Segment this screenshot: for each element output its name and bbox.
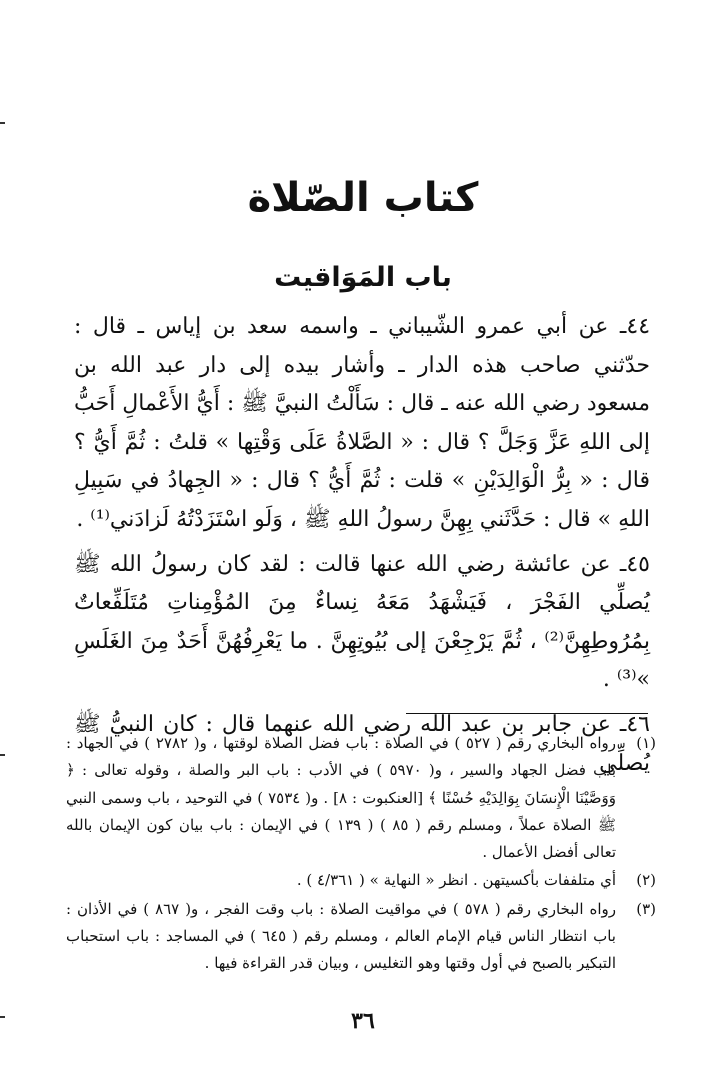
footnote-number: (٣)	[636, 899, 656, 918]
hadith-text: عن عائشة رضي الله عنها قالت : لقد كان رسولُ الله ﷺ يُصلِّي الفَجْرَ ، فَيَشْهَدُ مَعَهُ نِساءٌ مِنَ المُؤْمِناتِ مُتَلَفِّعاتٌ بِمُرُوطِهِنَّ⁽²⁾ ، ثُمَّ يَرْجِعْنَ إلى بُيُوتِهِنَّ . ما يَعْرِفُهُنَّ أَحَدٌ مِنَ الغَلَسِ »⁽³⁾ .	[74, 551, 650, 693]
footnote-text: أي متلففات بأكسيتهن . انظر « النهاية » ( ٤/٣٦١ ) .	[296, 871, 616, 890]
hadith-number: ٤٤ـ	[619, 314, 651, 339]
hadith-paragraph	[74, 308, 650, 540]
footnote-item	[66, 896, 656, 978]
page-number: ٣٦	[351, 1008, 375, 1034]
footnote-text: رواه البخاري رقم ( ٥٧٨ ) في مواقيت الصلاة : باب وقت الفجر ، و( ٨٦٧ ) في الأذان : باب انتظار الناس قيام الإمام العالم ، ومسلم رقم ( ٦٤٥ ) في المساجد : باب استحباب التبكير بالصبح في أول وقتها وهو التغليس ، وبيان قدر القراءة فيها .	[66, 899, 616, 973]
footnote-item	[66, 730, 656, 866]
footnote-item	[66, 867, 656, 894]
hadith-paragraph	[74, 546, 650, 700]
hadith-text-block	[74, 308, 650, 783]
chapter-title: باب المَوَاقيت	[274, 262, 452, 293]
hadith-text: عن أبي عمرو الشّيباني ـ واسمه سعد بن إياس ـ قال : حدّثني صاحب هذه الدار ـ وأشار بيده إلى دار عبد الله بن مسعود رضي الله عنه ـ قال : سَأَلْتُ النبيَّ ﷺ : أَيُّ الأَعْمالِ أَحَبُّ إلى اللهِ عَزَّ وَجَلَّ ؟ قال : « الصَّلاةُ عَلَى وَقْتِها » قلتُ : ثُمَّ أَيُّ ؟ قال : « بِرُّ الْوَالِدَيْنِ » قلت : ثُمَّ أَيُّ ؟ قال : « الجِهادُ في سَبِيلِ اللهِ » قال : حَدَّثَني بِهِنَّ رسولُ اللهِ ﷺ ، وَلَو اسْتَزَدْتُهُ لَزادَني⁽¹⁾ .	[74, 314, 650, 532]
hadith-number: ٤٥ـ	[619, 551, 650, 577]
footnote-divider	[406, 713, 648, 714]
scan-edge-mark	[0, 122, 5, 124]
scan-edge-mark	[0, 754, 5, 756]
footnote-text: رواه البخاري رقم ( ٥٢٧ ) في الصلاة : باب فضل الصلاة لوقتها ، و( ٢٧٨٢ ) في الجهاد : باب فضل الجهاد والسير ، و( ٥٩٧٠ ) في الأدب : باب البر والصلة ، وقوله تعالى : ﴿ وَوَصَّيْنَا الْإِنسَانَ بِوَالِدَيْهِ حُسْنًا ﴾ [العنكبوت : ٨] . و( ٧٥٣٤ ) في التوحيد ، باب وسمى النبي ﷺ الصلاة عملاً ، ومسلم رقم ( ٨٥ ) ( ١٣٩ ) في الإيمان : باب بيان كون الإيمان بالله تعالى أفضل الأعمال .	[66, 734, 617, 862]
hadith-text: عن جابر بن عبد الله رضي الله عنهما قال : كان النبيُّ ﷺ يُصلِّي	[74, 711, 650, 776]
footnote-number: (١)	[636, 734, 656, 752]
footnote-number: (٢)	[636, 871, 656, 890]
hadith-number: ٤٦ـ	[619, 711, 650, 737]
book-title: كتاب الصّلاة	[247, 175, 479, 221]
footnotes-block	[66, 730, 656, 979]
